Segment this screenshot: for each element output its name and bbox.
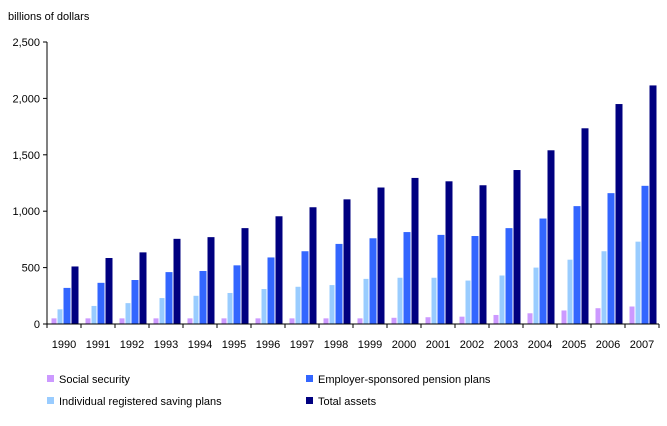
bar-social-security-1993: [154, 318, 159, 324]
bar-social-security-1996: [256, 318, 261, 324]
bar-social-security-1991: [86, 318, 91, 324]
bar-social-security-1990: [52, 318, 57, 324]
bar-individual-registered-saving-plans-2004: [534, 268, 539, 324]
bar-employer-sponsored-pension-plans-1995: [234, 265, 241, 324]
bar-social-security-2002: [460, 317, 465, 324]
bar-individual-registered-saving-plans-2001: [432, 278, 437, 324]
bar-social-security-2000: [392, 318, 397, 324]
bar-employer-sponsored-pension-plans-2006: [608, 193, 615, 324]
bar-total-assets-2006: [616, 104, 623, 324]
bar-individual-registered-saving-plans-1993: [160, 298, 165, 324]
bar-total-assets-1996: [276, 216, 283, 324]
bar-individual-registered-saving-plans-2003: [500, 275, 505, 324]
bar-individual-registered-saving-plans-2000: [398, 278, 403, 324]
y-axis: [12, 37, 47, 331]
bar-employer-sponsored-pension-plans-2001: [438, 235, 445, 324]
x-tick-label: 1993: [153, 339, 179, 351]
x-tick-label: 2006: [595, 339, 621, 351]
y-tick-label: 0: [33, 319, 40, 331]
bar-total-assets-2007: [650, 85, 657, 324]
x-tick-label: 1994: [187, 339, 213, 351]
legend: [47, 374, 491, 408]
x-tick-label: 2004: [527, 339, 553, 351]
bar-social-security-2001: [426, 317, 431, 324]
bar-employer-sponsored-pension-plans-2002: [472, 236, 479, 324]
bar-employer-sponsored-pension-plans-1992: [132, 280, 139, 324]
bar-employer-sponsored-pension-plans-1991: [98, 283, 105, 324]
bar-employer-sponsored-pension-plans-1990: [64, 288, 71, 324]
bar-total-assets-1991: [106, 258, 113, 324]
bar-individual-registered-saving-plans-2002: [466, 281, 471, 324]
y-tick-label: 2,000: [12, 93, 40, 106]
x-tick-label: 1990: [51, 339, 77, 351]
y-tick-label: 1,500: [12, 149, 40, 162]
bar-individual-registered-saving-plans-1994: [194, 296, 199, 324]
bar-employer-sponsored-pension-plans-1999: [370, 238, 377, 324]
bar-individual-registered-saving-plans-1999: [364, 279, 369, 324]
y-tick-label: 500: [21, 262, 40, 275]
bar-employer-sponsored-pension-plans-2007: [642, 186, 649, 324]
bar-total-assets-2000: [412, 178, 419, 324]
bar-total-assets-2001: [446, 181, 453, 324]
x-tick-label: 1999: [357, 339, 383, 351]
bar-employer-sponsored-pension-plans-1997: [302, 251, 309, 324]
x-tick-label: 1997: [289, 339, 315, 351]
bar-social-security-2007: [630, 307, 635, 324]
bar-total-assets-2004: [548, 150, 555, 324]
bar-total-assets-2005: [582, 128, 589, 324]
bar-total-assets-1999: [378, 188, 385, 324]
legend-swatch-individual-registered-saving-plans: [47, 397, 54, 404]
bar-total-assets-1994: [208, 237, 215, 324]
bar-employer-sponsored-pension-plans-1993: [166, 272, 173, 324]
x-tick-label: 2002: [459, 339, 485, 351]
legend-label-total-assets: Total assets: [318, 396, 377, 408]
y-tick-label: 1,000: [12, 206, 40, 219]
bar-social-security-1998: [324, 318, 329, 324]
x-tick-label: 1991: [85, 339, 111, 351]
bar-total-assets-1997: [310, 207, 317, 324]
x-tick-label: 2001: [425, 339, 451, 351]
bar-area: [52, 85, 657, 324]
x-tick-label: 2005: [561, 339, 587, 351]
bar-employer-sponsored-pension-plans-1994: [200, 271, 207, 324]
legend-label-social-security: Social security: [59, 374, 130, 386]
bar-individual-registered-saving-plans-2007: [636, 242, 641, 324]
legend-label-employer-sponsored-pension-plans: Employer-sponsored pension plans: [318, 374, 491, 386]
bar-individual-registered-saving-plans-1996: [262, 289, 267, 324]
bar-social-security-1997: [290, 318, 295, 324]
x-tick-label: 2000: [391, 339, 417, 351]
bar-individual-registered-saving-plans-1991: [92, 306, 97, 324]
bar-social-security-1999: [358, 318, 363, 324]
bar-employer-sponsored-pension-plans-2004: [540, 219, 547, 324]
bar-social-security-1994: [188, 318, 193, 324]
bar-employer-sponsored-pension-plans-2005: [574, 206, 581, 324]
x-axis: [47, 324, 659, 351]
x-tick-label: 1992: [119, 339, 145, 351]
bar-employer-sponsored-pension-plans-2003: [506, 228, 513, 324]
y-tick-label: 2,500: [12, 37, 40, 49]
legend-swatch-total-assets: [306, 397, 313, 404]
bar-total-assets-1990: [72, 266, 79, 324]
bar-total-assets-1993: [174, 239, 181, 324]
y-axis-title: billions of dollars: [8, 11, 90, 23]
bar-social-security-2005: [562, 310, 567, 324]
x-tick-label: 1998: [323, 339, 349, 351]
x-tick-label: 1996: [255, 339, 281, 351]
bar-total-assets-1998: [344, 199, 351, 324]
bar-individual-registered-saving-plans-2006: [602, 251, 607, 324]
bar-total-assets-2003: [514, 170, 521, 324]
x-tick-label: 2007: [629, 339, 655, 351]
bar-social-security-2006: [596, 308, 601, 324]
bar-employer-sponsored-pension-plans-2000: [404, 232, 411, 324]
bar-individual-registered-saving-plans-1990: [58, 309, 63, 324]
bar-social-security-2004: [528, 313, 533, 324]
legend-label-individual-registered-saving-plans: Individual registered saving plans: [59, 396, 222, 408]
bar-total-assets-2002: [480, 185, 487, 324]
x-tick-label: 1995: [221, 339, 247, 351]
bar-individual-registered-saving-plans-1992: [126, 303, 131, 324]
bar-employer-sponsored-pension-plans-1996: [268, 257, 275, 324]
bar-individual-registered-saving-plans-2005: [568, 260, 573, 324]
bar-social-security-2003: [494, 315, 499, 324]
legend-swatch-social-security: [47, 375, 54, 382]
bar-employer-sponsored-pension-plans-1998: [336, 244, 343, 324]
legend-swatch-employer-sponsored-pension-plans: [306, 375, 313, 382]
bar-social-security-1992: [120, 318, 125, 324]
bar-total-assets-1995: [242, 228, 249, 324]
bar-individual-registered-saving-plans-1997: [296, 287, 301, 324]
bar-individual-registered-saving-plans-1998: [330, 285, 335, 324]
bar-total-assets-1992: [140, 252, 147, 324]
x-tick-label: 2003: [493, 339, 519, 351]
bar-social-security-1995: [222, 318, 227, 324]
bar-individual-registered-saving-plans-1995: [228, 293, 233, 324]
